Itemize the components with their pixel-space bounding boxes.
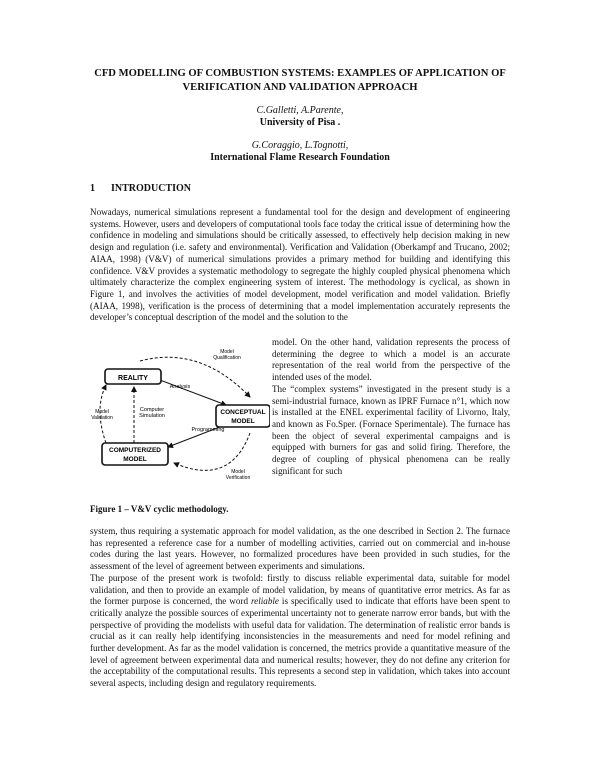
arrow-analysis bbox=[152, 377, 226, 405]
box-conceptual-label-1: CONCEPTUAL bbox=[220, 409, 266, 416]
paragraph-furnace: system, thus requiring a systematic approach for model validation, as the one described in Section 2. The furnace has represented a reference case for a number of modelling activities, carried out on commercial and in-house codes during the last years. However, no formalized procedures have been provided in such studies, for the assessment of the level of agreement between experiments and simulations. bbox=[90, 526, 510, 572]
paragraph-right-column bbox=[272, 337, 510, 477]
author-names: G.Coraggio, L.Tognotti, bbox=[251, 140, 349, 151]
paragraph-purpose-emphasis: reliable bbox=[250, 596, 279, 607]
vv-cycle-diagram bbox=[90, 347, 270, 487]
author-institution: International Flame Research Foundation bbox=[210, 152, 390, 163]
label-analysis: Analysis bbox=[169, 384, 191, 390]
paragraph-validation: model. On the other hand, validation represents the process of determining the degree to which a model is an accurate representation of the real world from the perspective of the intended uses of the model. bbox=[272, 337, 510, 383]
paper-title: CFD MODELLING OF COMBUSTION SYSTEMS: EXAMPLES OF APPLICATION OF VERIFICATION AND VALIDATION APPROACH bbox=[94, 68, 506, 93]
label-model-qualification-1: Model bbox=[220, 349, 234, 355]
section-number: 1 bbox=[90, 183, 95, 194]
label-computer-simulation-2: Simulation bbox=[139, 413, 165, 419]
label-model-validation-2: Validation bbox=[91, 415, 113, 421]
paragraph-intro: Nowadays, numerical simulations represent a fundamental tool for the design and development of engineering systems. However, users and developers of computational tools face today the critical issue of determining how the confidence in modeling and simulations should be critically assessed, to effectively help decision making in new design and regulation (i.e. safety and environmental). Verification and Validation (Oberkampf and Trucano, 2002; AIAA, 1998) (V&V) of numerical simulations provides a primary method for building and identifying this confidence. V&V provides a systematic methodology to segregate the highly coupled physical phenomena which ultimately characterize the complex engineering system of interest. The methodology is cyclical, as shown in Figure 1, and involves the activities of model development, model verification and model validation. Briefly (AIAA, 1998), verification is the process of determining that a model implementation accurately represents the developer’s conceptual description of the model and the solution to the bbox=[90, 207, 510, 323]
author-names: C.Galletti, A.Parente, bbox=[256, 105, 344, 116]
paragraph-continuation bbox=[90, 526, 510, 690]
paragraph-purpose-end: is specifically used to indicate that efforts have been spent to critically analyze the possible sources of experimental uncertainty not to generate narrow error bands, but with the perspective of providing the modelists with useful data for validation. The determination of realistic error bands is crucial as it can really help identifying inconsistencies in the measurements and need for model refining and further development. As far as the model validation is concerned, the metrics provide a quantitative measure of the level of agreement between experimental data and numerical results; however, they do not define any criterion for the acceptability of the computational results. This represents a second step in validation, which takes into account several aspects, including design and regulatory requirements. bbox=[90, 596, 510, 689]
paragraph-complex-systems: The “complex systems” investigated in the present study is a semi-industrial furnace, known as IPRF Furnace n°1, which now is installed at the ENEL experimental facility of Livorno, Italy, and known as Fo.Sper. (Fornace Sperimentale). The furnace has been the object of several experimental campaigns and is equipped with burners for gas and solid firing. Therefore, the degree of coupling of physical phenomena can be really significant for such bbox=[272, 383, 510, 476]
section-title: INTRODUCTION bbox=[111, 183, 192, 194]
label-computer-simulation-1: Computer bbox=[139, 407, 165, 413]
box-computerized-label-1: COMPUTERIZED bbox=[109, 447, 161, 454]
figure-caption: Figure 1 – V&V cyclic methodology. bbox=[90, 504, 229, 514]
box-reality-label: REALITY bbox=[118, 375, 148, 382]
author-institution: University of Pisa . bbox=[259, 117, 341, 128]
section-heading bbox=[90, 183, 191, 194]
label-model-verification-2: Verification bbox=[225, 475, 251, 481]
label-programming: Programming bbox=[191, 427, 225, 433]
label-model-qualification-2: Qualification bbox=[213, 355, 241, 361]
figure-vv-cycle bbox=[90, 347, 270, 487]
label-model-verification-1: Model bbox=[231, 469, 245, 475]
box-conceptual-label-2: MODEL bbox=[231, 418, 255, 425]
box-computerized-label-2: MODEL bbox=[123, 456, 147, 463]
arc-verification bbox=[174, 433, 250, 470]
paragraph-purpose-start: The purpose of the present work is twofold: firstly to discuss reliable experimental data, suitable for model validation, and then to provide an example of model validation, by means of quantitative error metrics. As far as the former purpose is concerned, the word bbox=[90, 572, 510, 607]
author-block-2 bbox=[0, 140, 600, 164]
label-model-validation-1: Model bbox=[95, 409, 109, 415]
author-block-1 bbox=[0, 105, 600, 129]
